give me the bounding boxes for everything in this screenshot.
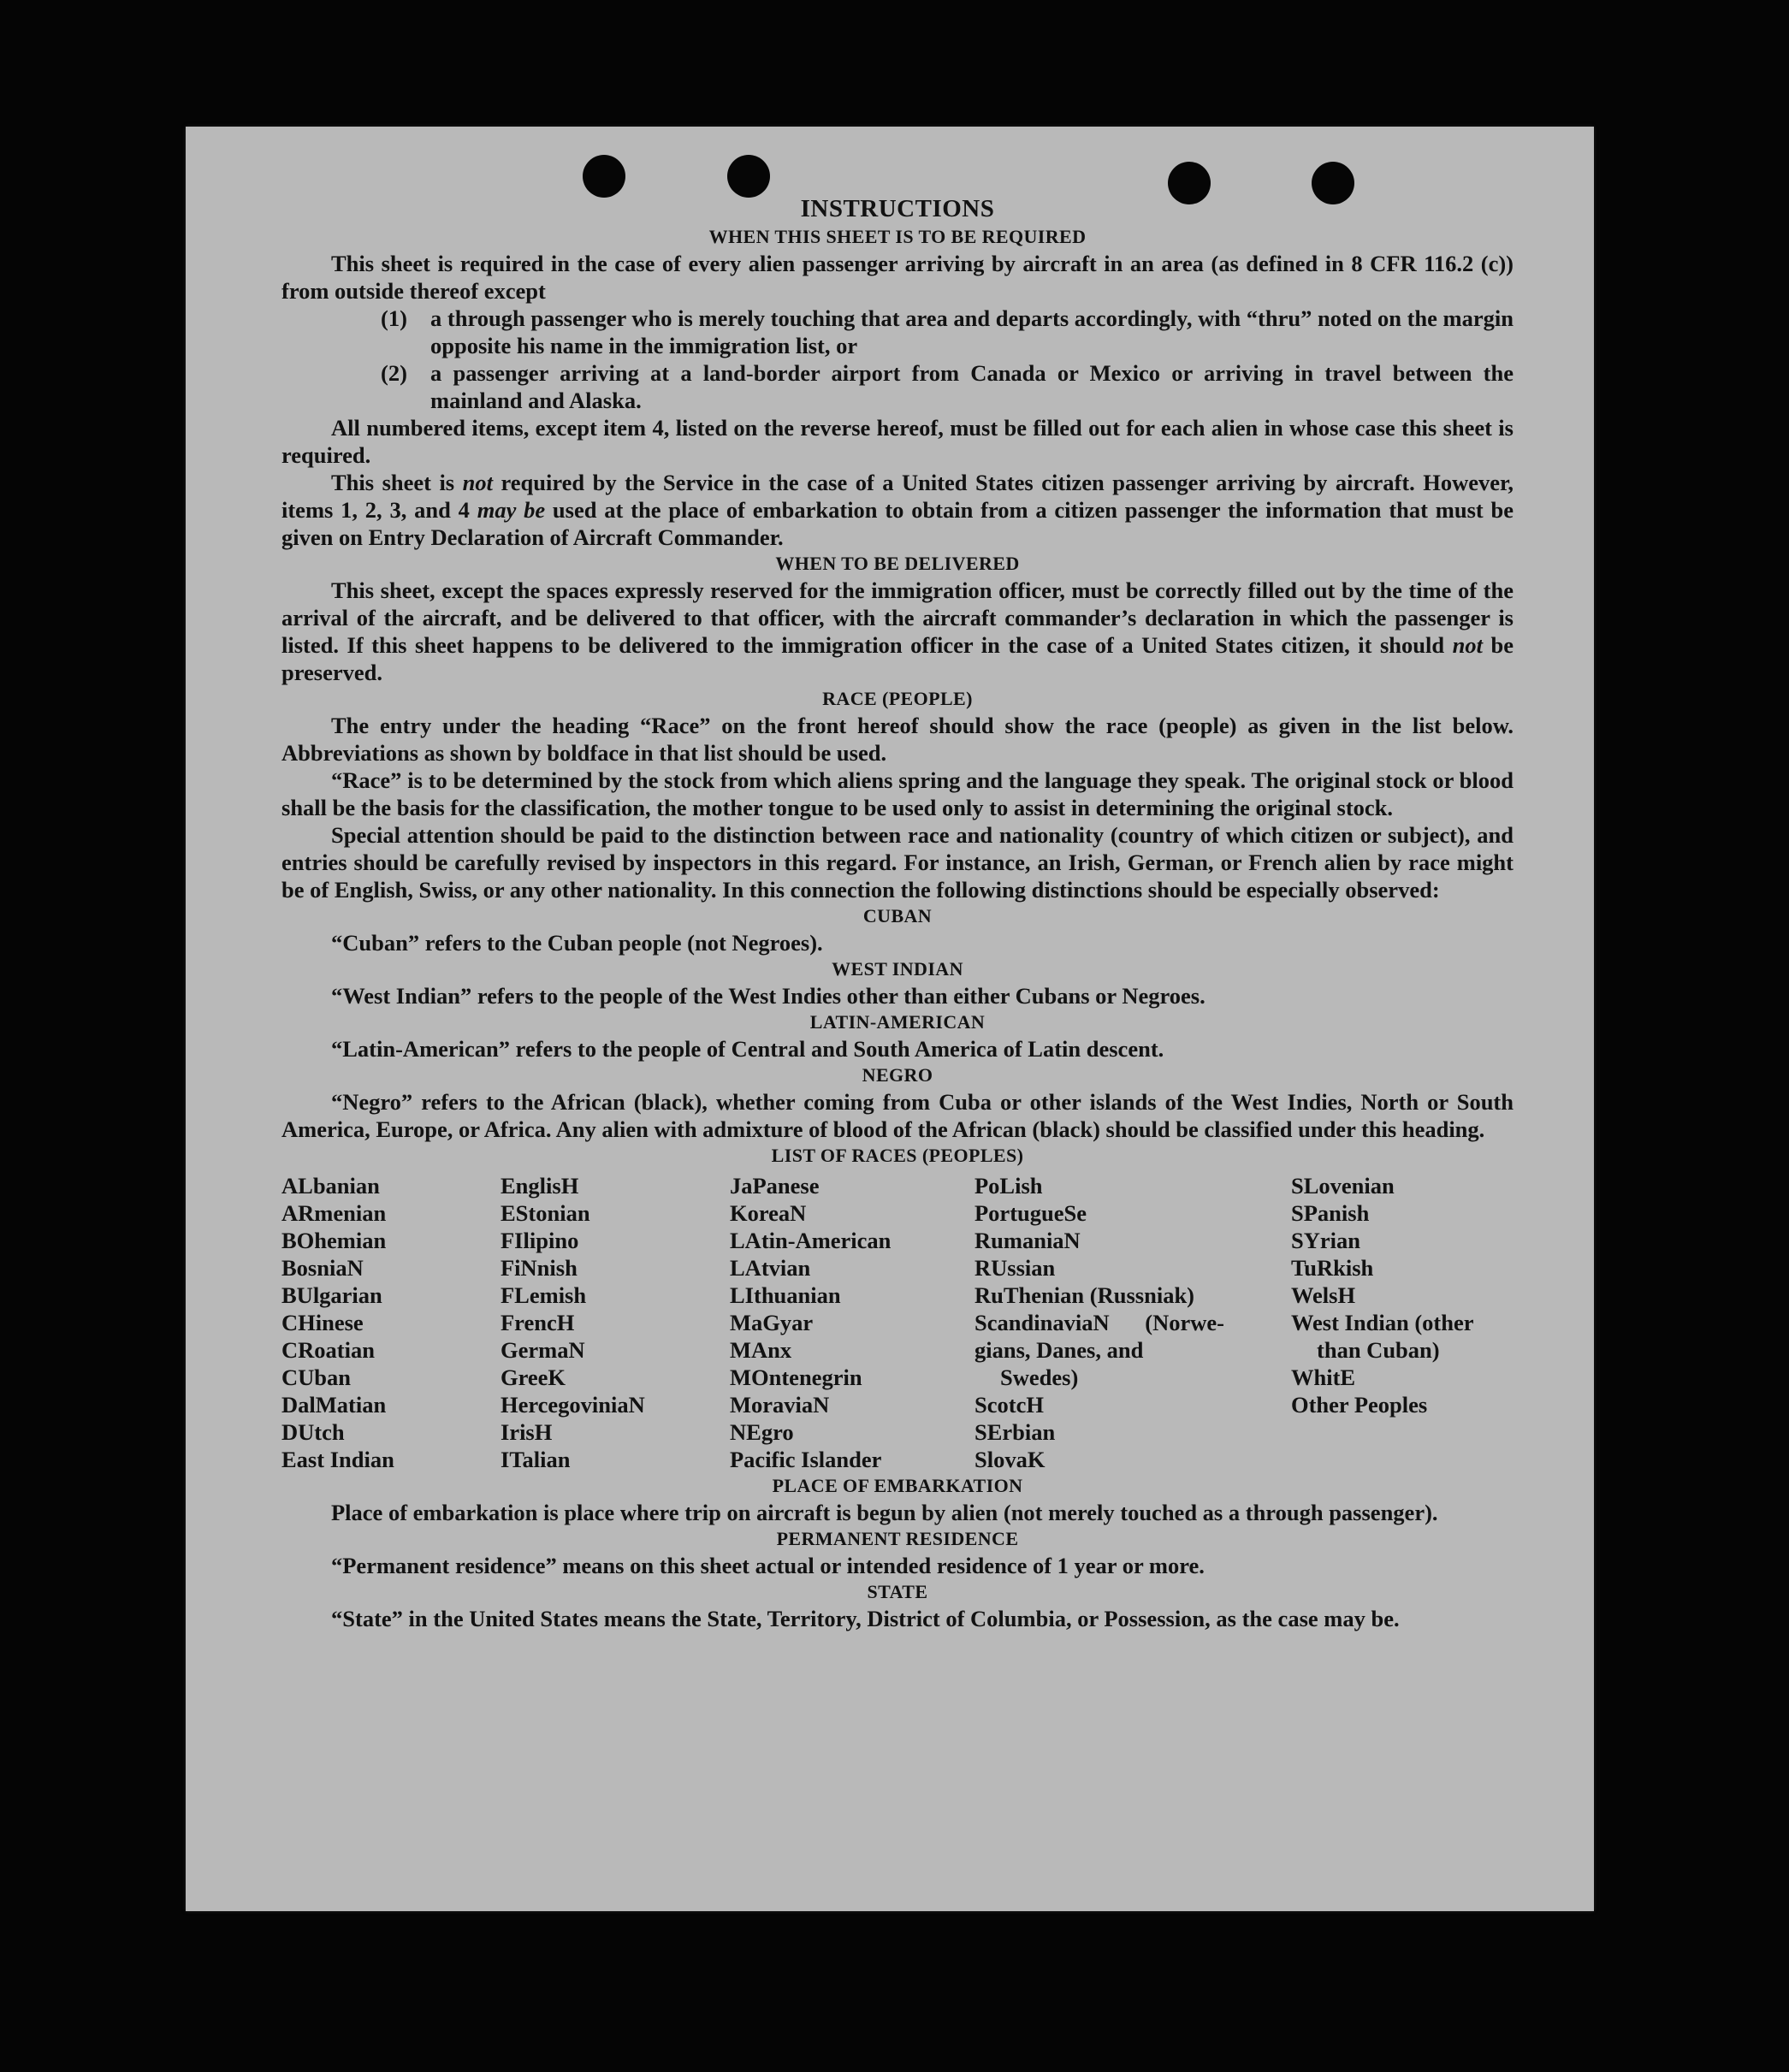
paragraph: This sheet, except the spaces expressly reserved for the immigration officer, must be correctly filled out by the time of the arrival of the aircraft, and be delivered to that officer, with the aircraft commander’s declaration in which the passenger is listed. If this sheet happens to be delivered to the immigration officer in the case of a United States citizen, it should not be preserved. (281, 577, 1514, 685)
paragraph: This sheet is not required by the Service in the case of a United States citizen passenger arriving by aircraft. However, items 1, 2, 3, and 4 may be used at the place of embarkation to obtain from a citizen passenger the information that must be given on Entry Declaration of Aircraft Commander. (281, 470, 1514, 550)
section-heading: PERMANENT RESIDENCE (776, 1528, 1019, 1549)
race-entry: WelsH (1291, 1282, 1356, 1308)
race-entry: BosniaN (281, 1255, 364, 1281)
race-entry: TuRkish (1291, 1255, 1374, 1281)
race-entry: BOhemian (281, 1228, 387, 1253)
paragraph: This sheet is required in the case of every alien passenger arriving by aircraft in an area (as defined in 8 CFR 116.2 (c)) from outside thereof except (281, 251, 1514, 304)
race-entry: SPanish (1291, 1200, 1370, 1226)
race-entry: ScotcH (974, 1392, 1044, 1418)
race-entry: SlovaK (974, 1447, 1046, 1472)
race-entry: WhitE (1291, 1365, 1356, 1390)
race-column (501, 1172, 730, 1473)
race-column (730, 1172, 974, 1473)
race-entry: NEgro (730, 1419, 794, 1445)
paragraph: “State” in the United States means the State, Territory, District of Columbia, or Possession, as the case may be. (331, 1606, 1400, 1631)
section-heading: STATE (867, 1581, 928, 1602)
race-sublist (974, 1172, 1291, 1309)
race-entry: GreeK (501, 1365, 566, 1390)
punch-hole (727, 155, 770, 198)
race-entry: CUban (281, 1365, 352, 1390)
item-text: a through passenger who is merely touching that area and departs accordingly, with “thru” noted on the margin opposite his name in the immigration list, or (430, 305, 1514, 358)
race-entry: West Indian (other (1291, 1310, 1474, 1335)
race-entry: ITalian (501, 1447, 571, 1472)
race-entry: PoLish (974, 1173, 1043, 1199)
race-entry: MOntenegrin (730, 1365, 862, 1390)
paragraph: The entry under the heading “Race” on the front hereof should show the race (people) as given in the list below. Abbreviations as shown by boldface in that list should be used. (281, 713, 1514, 766)
race-entry: MoraviaN (730, 1392, 830, 1418)
race-entry: LIthuanian (730, 1282, 841, 1308)
race-entry: LAtvian (730, 1255, 811, 1281)
race-entry: EnglisH (501, 1173, 579, 1199)
document-sheet (186, 127, 1594, 1911)
race-entry: MaGyar (730, 1310, 814, 1335)
race-entry: EStonian (501, 1200, 590, 1226)
section-heading: RACE (PEOPLE) (822, 688, 973, 709)
race-entry: Pacific Islander (730, 1447, 882, 1472)
section-heading: CUBAN (862, 905, 933, 926)
race-entry: Other Peoples (1291, 1392, 1428, 1418)
race-entry: MAnx (730, 1337, 792, 1363)
race-entry: FIlipino (501, 1228, 579, 1253)
section-heading: WEST INDIAN (832, 958, 963, 980)
paragraph: “Latin-American” refers to the people of Central and South America of Latin descent. (331, 1036, 1164, 1062)
paragraph: Place of embarkation is place where trip on aircraft is begun by alien (not merely touched as a through passenger). (331, 1500, 1438, 1525)
paragraph: “Race” is to be determined by the stock from which aliens spring and the language they speak. The original stock or blood shall be the basis for the classification, the mother tongue to be used only to assist in determining the original stock. (281, 767, 1514, 820)
race-entry: Swedes) (1000, 1365, 1079, 1390)
paragraph: All numbered items, except item 4, listed on the reverse hereof, must be filled out for each alien in whose case this sheet is required. (281, 415, 1514, 468)
section-heading: WHEN THIS SHEET IS TO BE REQUIRED (708, 226, 1087, 247)
race-entry: HercegoviniaN (501, 1392, 645, 1418)
item-text: a passenger arriving at a land-border airport from Canada or Mexico or arriving in travel between the mainland and Alaska. (430, 360, 1514, 413)
race-entry: GermaN (501, 1337, 585, 1363)
race-entry: RUssian (974, 1255, 1056, 1281)
race-entry: than Cuban) (1317, 1337, 1440, 1363)
race-entry: SYrian (1291, 1228, 1360, 1253)
exception-item (381, 359, 1514, 414)
exception-item (381, 305, 1514, 359)
race-entry: IrisH (501, 1419, 553, 1445)
race-entry: FrencH (501, 1310, 575, 1335)
race-entry: SErbian (974, 1419, 1056, 1445)
race-sublist (974, 1391, 1291, 1473)
race-entry: SLovenian (1291, 1173, 1395, 1199)
race-entry: JaPanese (730, 1173, 820, 1199)
item-number: (2) (381, 360, 407, 386)
section-heading: LATIN-AMERICAN (809, 1011, 986, 1033)
paragraph: “West Indian” refers to the people of the West Indies other than either Cubans or Negroes. (331, 983, 1206, 1009)
race-column (974, 1172, 1291, 1473)
race-entry: BUlgarian (281, 1282, 382, 1308)
race-entry: RuThenian (Russniak) (974, 1282, 1195, 1308)
race-entry: East Indian (281, 1447, 394, 1472)
race-entry: ARmenian (281, 1200, 387, 1226)
section-heading: NEGRO (862, 1064, 933, 1086)
race-column (1291, 1172, 1514, 1473)
race-entry: FLemish (501, 1282, 587, 1308)
paragraph: Special attention should be paid to the distinction between race and nationality (country of which citizen or subject), and entries should be carefully revised by inspectors in this regard. For instance, an Irish, German, or French alien by race might be of English, Swiss, or any other nationality. In this connection the following distinctions should be especially observed: (281, 822, 1514, 903)
paragraph: “Permanent residence” means on this sheet actual or intended residence of 1 year or more. (331, 1553, 1205, 1578)
race-list (281, 1172, 1514, 1473)
race-entry: ScandinaviaN (Norwe- gians, Danes, and (974, 1310, 1224, 1363)
race-entry: DalMatian (281, 1392, 387, 1418)
race-column (281, 1172, 501, 1473)
race-entry: ALbanian (281, 1173, 380, 1199)
punch-hole (583, 155, 625, 198)
race-sublist (1291, 1172, 1514, 1309)
section-heading: WHEN TO BE DELIVERED (775, 553, 1020, 574)
race-sublist (1291, 1364, 1514, 1418)
page-title: INSTRUCTIONS (800, 195, 995, 222)
race-entry: LAtin-American (730, 1228, 892, 1253)
instructions-content (281, 193, 1514, 1632)
race-entry: CHinese (281, 1310, 364, 1335)
paragraph: “Cuban” refers to the Cuban people (not Negroes). (331, 930, 823, 956)
race-entry: DUtch (281, 1419, 345, 1445)
item-number: (1) (381, 305, 407, 331)
paragraph: “Negro” refers to the African (black), whether coming from Cuba or other islands of the West Indies, North or South America, Europe, or Africa. Any alien with admixture of blood of the African (black) should be classified under this heading. (281, 1089, 1514, 1142)
section-heading: LIST OF RACES (PEOPLES) (771, 1145, 1024, 1166)
section-heading: PLACE OF EMBARKATION (772, 1475, 1023, 1496)
race-entry: PortugueSe (974, 1200, 1087, 1226)
race-entry: CRoatian (281, 1337, 375, 1363)
race-entry: FiNnish (501, 1255, 578, 1281)
race-entry: KoreaN (730, 1200, 807, 1226)
race-entry: RumaniaN (974, 1228, 1081, 1253)
